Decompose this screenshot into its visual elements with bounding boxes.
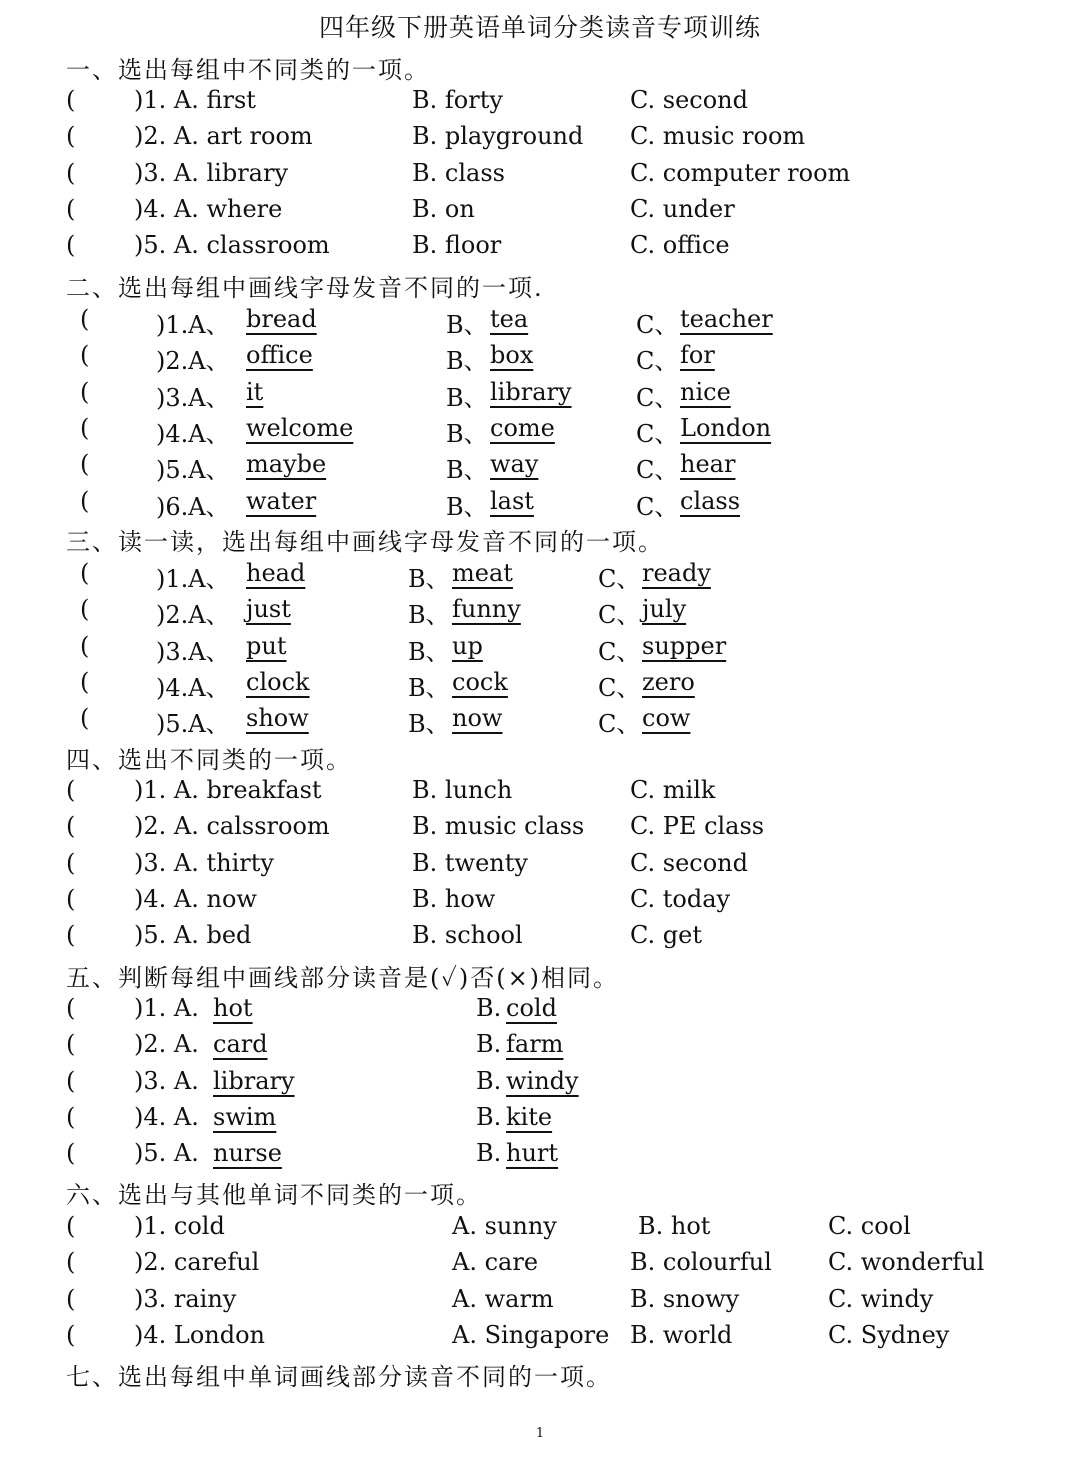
answer-blank[interactable]: ( bbox=[80, 305, 90, 333]
option-a-word-underlined: hot bbox=[213, 994, 253, 1022]
answer-blank[interactable]: ( bbox=[66, 231, 76, 260]
answer-blank[interactable]: ( bbox=[80, 486, 90, 515]
question-row bbox=[0, 159, 1080, 195]
option-b-word bbox=[452, 668, 508, 696]
option-c-word bbox=[680, 414, 771, 442]
option-c-word bbox=[642, 559, 711, 587]
option-b: B. floor bbox=[412, 231, 502, 260]
option-b-word bbox=[506, 994, 557, 1022]
question-row bbox=[0, 632, 1080, 668]
question-number: )3. A. library bbox=[134, 158, 289, 187]
answer-blank[interactable]: ( bbox=[66, 1102, 76, 1131]
option-c-word-underlined: cow bbox=[642, 704, 691, 733]
option-b-word bbox=[452, 559, 513, 587]
option-a-word bbox=[246, 305, 317, 333]
answer-blank[interactable]: ( bbox=[66, 1139, 76, 1168]
option-c: C. cool bbox=[828, 1212, 911, 1240]
option-c: C. Sydney bbox=[828, 1320, 950, 1349]
option-b-word bbox=[506, 1103, 552, 1131]
question-row bbox=[0, 195, 1080, 231]
option-c: C. wonderful bbox=[828, 1248, 985, 1277]
option-c-word-underlined: class bbox=[680, 486, 741, 515]
option-a: A. sunny bbox=[452, 1212, 557, 1240]
option-c-word-underlined: zero bbox=[642, 667, 695, 696]
option-b-label: B、 bbox=[408, 637, 450, 666]
question-row bbox=[0, 559, 1080, 595]
answer-blank[interactable]: ( bbox=[66, 848, 76, 877]
option-b-word-underlined: come bbox=[490, 413, 555, 442]
question-number: )4. London bbox=[134, 1320, 266, 1349]
option-b-word-underlined: up bbox=[452, 631, 483, 660]
answer-blank[interactable]: ( bbox=[80, 667, 90, 696]
question-row bbox=[0, 776, 1080, 812]
option-a-word-underlined: office bbox=[246, 341, 313, 370]
option-b: B. on bbox=[412, 194, 475, 223]
answer-blank[interactable]: ( bbox=[66, 1284, 76, 1313]
option-c-label: C、 bbox=[636, 492, 679, 521]
option-a-word bbox=[246, 595, 291, 623]
question-number: )2. A. calssroom bbox=[134, 812, 330, 841]
question-row bbox=[0, 812, 1080, 848]
section-heading: 一、选出每组中不同类的一项。 bbox=[66, 56, 430, 84]
question-number: )4.A、 bbox=[156, 419, 230, 448]
option-c: C. music room bbox=[630, 122, 806, 151]
option-b-label: B. bbox=[476, 1066, 502, 1095]
section-heading: 四、选出不同类的一项。 bbox=[66, 746, 352, 774]
option-c-word-underlined: hear bbox=[680, 450, 736, 479]
question-row bbox=[0, 305, 1080, 341]
question-number: )2.A、 bbox=[156, 347, 230, 376]
section-heading: 七、选出每组中单词画线部分读音不同的一项。 bbox=[66, 1363, 612, 1391]
option-a-word-underlined: put bbox=[246, 631, 287, 660]
question-number: )3.A、 bbox=[156, 637, 230, 666]
option-b-word-underlined: library bbox=[490, 377, 572, 406]
question-number: )4. A. now bbox=[134, 884, 257, 913]
answer-blank[interactable]: ( bbox=[80, 450, 90, 479]
question-row bbox=[0, 885, 1080, 921]
option-b-word-underlined: meat bbox=[452, 559, 513, 587]
option-b-label: B. bbox=[476, 1030, 502, 1059]
option-b-word bbox=[490, 450, 538, 478]
answer-blank[interactable]: ( bbox=[80, 413, 90, 442]
question-row bbox=[0, 849, 1080, 885]
option-c-word bbox=[642, 632, 726, 660]
option-a-word-underlined: maybe bbox=[246, 450, 327, 479]
option-b-word-underlined: cock bbox=[452, 667, 508, 696]
page-title: 四年级下册英语单词分类读音专项训练 bbox=[318, 13, 761, 42]
answer-blank[interactable]: ( bbox=[80, 595, 90, 624]
question-number: )4.A、 bbox=[156, 673, 230, 702]
option-c: C. today bbox=[630, 884, 731, 913]
option-a-word bbox=[246, 668, 310, 696]
question-number: )3. rainy bbox=[134, 1284, 237, 1313]
option-b: B. school bbox=[412, 921, 523, 950]
option-b-label: B、 bbox=[408, 601, 450, 630]
question-row bbox=[0, 994, 1080, 1030]
option-a-word bbox=[213, 1139, 282, 1167]
question-row bbox=[0, 1139, 1080, 1175]
option-b: B. class bbox=[412, 158, 505, 187]
question-row bbox=[0, 1103, 1080, 1139]
question-number: )5. A. bbox=[134, 1139, 199, 1168]
option-a-word bbox=[213, 994, 253, 1022]
question-row bbox=[0, 1321, 1080, 1357]
option-b-label: B、 bbox=[446, 419, 488, 448]
question-row bbox=[0, 450, 1080, 486]
option-c-label: C、 bbox=[598, 673, 641, 702]
answer-blank[interactable]: ( bbox=[66, 1030, 76, 1059]
option-c: C. windy bbox=[828, 1284, 934, 1313]
option-b-label: B、 bbox=[408, 710, 450, 739]
answer-blank[interactable]: ( bbox=[66, 1248, 76, 1277]
question-number: )2. A. bbox=[134, 1030, 199, 1059]
question-row bbox=[0, 921, 1080, 957]
option-a: A. warm bbox=[452, 1284, 554, 1313]
option-c-word bbox=[680, 378, 731, 406]
question-number: )2.A、 bbox=[156, 601, 230, 630]
option-c-label: C、 bbox=[636, 456, 679, 485]
option-b: B. how bbox=[412, 884, 496, 913]
question-number: )1.A、 bbox=[156, 565, 230, 593]
answer-blank[interactable]: ( bbox=[80, 341, 90, 370]
option-b-word bbox=[506, 1067, 579, 1095]
question-row bbox=[0, 595, 1080, 631]
question-number: )2. A. art room bbox=[134, 122, 313, 151]
answer-blank[interactable]: ( bbox=[66, 86, 76, 114]
option-c: C. under bbox=[630, 194, 735, 223]
question-number: )1. A. first bbox=[134, 86, 256, 114]
question-number: )5. A. bed bbox=[134, 921, 252, 950]
answer-blank[interactable]: ( bbox=[66, 812, 76, 841]
question-row bbox=[0, 1030, 1080, 1066]
option-a-word bbox=[246, 487, 316, 515]
option-c: C. second bbox=[630, 848, 748, 877]
option-b-word bbox=[452, 632, 483, 660]
option-a-word-underlined: show bbox=[246, 704, 309, 733]
question-row bbox=[0, 1248, 1080, 1284]
option-b: B. twenty bbox=[412, 848, 528, 877]
question-number: )1. A. bbox=[134, 994, 199, 1022]
option-c-label: C、 bbox=[598, 637, 641, 666]
option-a-word-underlined: head bbox=[246, 559, 306, 587]
option-a-word-underlined: clock bbox=[246, 667, 310, 696]
question-number: )1. cold bbox=[134, 1212, 225, 1240]
option-a-word-underlined: nurse bbox=[213, 1139, 282, 1168]
option-a-word-underlined: water bbox=[246, 486, 317, 515]
option-b: B. music class bbox=[412, 812, 585, 841]
answer-blank[interactable]: ( bbox=[80, 631, 90, 660]
option-b-label: B. bbox=[476, 994, 502, 1022]
option-a-word bbox=[246, 450, 326, 478]
option-b-word-underlined: tea bbox=[490, 305, 529, 333]
option-a-word bbox=[246, 341, 313, 369]
question-number: )2. careful bbox=[134, 1248, 260, 1277]
option-c-word-underlined: supper bbox=[642, 631, 727, 660]
option-a: A. care bbox=[452, 1248, 539, 1277]
option-c: C. milk bbox=[630, 776, 716, 804]
option-b-word-underlined: windy bbox=[506, 1066, 579, 1095]
section-heading: 二、选出每组中画线字母发音不同的一项. bbox=[66, 274, 544, 302]
option-b-label: B、 bbox=[408, 565, 450, 593]
question-row bbox=[0, 341, 1080, 377]
option-a-word bbox=[246, 414, 353, 442]
option-b-label: B、 bbox=[446, 383, 488, 412]
option-a-word-underlined: just bbox=[246, 595, 291, 624]
option-c: C. computer room bbox=[630, 158, 851, 187]
section-heading: 三、读一读，选出每组中画线字母发音不同的一项。 bbox=[66, 528, 664, 556]
answer-blank[interactable]: ( bbox=[80, 377, 90, 406]
option-b-word-underlined: funny bbox=[452, 595, 521, 624]
question-number: )5.A、 bbox=[156, 456, 230, 485]
option-a-word bbox=[213, 1030, 268, 1058]
option-b-label: B、 bbox=[446, 492, 488, 521]
page-number: 1 bbox=[535, 1426, 545, 1441]
option-b-label: B、 bbox=[446, 347, 488, 376]
answer-blank[interactable]: ( bbox=[66, 776, 76, 804]
option-c-word-underlined: ready bbox=[642, 559, 711, 587]
answer-blank[interactable]: ( bbox=[66, 921, 76, 950]
option-a: A. Singapore bbox=[452, 1320, 610, 1349]
option-b: B. playground bbox=[412, 122, 584, 151]
question-row bbox=[0, 414, 1080, 450]
question-number: )3.A、 bbox=[156, 383, 230, 412]
question-row bbox=[0, 668, 1080, 704]
option-b-word bbox=[490, 378, 572, 406]
option-c: C. office bbox=[630, 231, 730, 260]
question-row bbox=[0, 487, 1080, 523]
answer-blank[interactable]: ( bbox=[80, 704, 90, 733]
option-c-word bbox=[642, 668, 695, 696]
answer-blank[interactable]: ( bbox=[66, 1320, 76, 1349]
option-b-label: B、 bbox=[446, 311, 488, 339]
question-row bbox=[0, 704, 1080, 740]
option-a-word bbox=[246, 378, 263, 406]
option-c-word-underlined: for bbox=[680, 341, 715, 370]
question-number: )4. A. bbox=[134, 1102, 199, 1131]
option-b-word-underlined: way bbox=[490, 450, 539, 479]
question-row bbox=[0, 378, 1080, 414]
question-number: )4. A. where bbox=[134, 194, 283, 223]
option-c: C. PE class bbox=[630, 812, 765, 841]
option-c-word-underlined: London bbox=[680, 413, 772, 442]
option-a-word bbox=[246, 704, 309, 732]
option-b-word bbox=[490, 341, 533, 369]
option-b-label: B、 bbox=[408, 673, 450, 702]
option-b-label: B. bbox=[476, 1139, 502, 1168]
option-b-word bbox=[452, 704, 502, 732]
option-a-word-underlined: swim bbox=[213, 1102, 277, 1131]
option-c-word bbox=[680, 450, 735, 478]
section-heading: 六、选出与其他单词不同类的一项。 bbox=[66, 1181, 482, 1209]
option-b: B. hot bbox=[638, 1212, 711, 1240]
option-a-word-underlined: welcome bbox=[246, 413, 354, 442]
option-b-word-underlined: cold bbox=[506, 994, 557, 1022]
question-number: )1.A、 bbox=[156, 311, 230, 339]
option-b-word-underlined: now bbox=[452, 704, 503, 733]
option-c-label: C、 bbox=[598, 601, 641, 630]
option-b-word-underlined: farm bbox=[506, 1030, 564, 1059]
answer-blank[interactable]: ( bbox=[66, 194, 76, 223]
option-c-label: C、 bbox=[636, 311, 679, 339]
option-a-word-underlined: library bbox=[213, 1066, 295, 1095]
option-b-word bbox=[506, 1030, 563, 1058]
question-number: )5.A、 bbox=[156, 710, 230, 739]
option-b: B. world bbox=[630, 1320, 733, 1349]
question-number: )5. A. classroom bbox=[134, 231, 330, 260]
option-a-word bbox=[213, 1067, 295, 1095]
option-b: B. lunch bbox=[412, 776, 513, 804]
option-b-label: B. bbox=[476, 1102, 502, 1131]
answer-blank[interactable]: ( bbox=[66, 884, 76, 913]
option-c-word bbox=[642, 704, 690, 732]
question-number: )1. A. breakfast bbox=[134, 776, 322, 804]
option-b-word bbox=[490, 305, 528, 333]
answer-blank[interactable]: ( bbox=[66, 994, 76, 1022]
option-c-label: C、 bbox=[636, 419, 679, 448]
option-b: B. forty bbox=[412, 86, 503, 114]
question-row bbox=[0, 1285, 1080, 1321]
option-a-word bbox=[246, 559, 305, 587]
section-heading: 五、判断每组中画线部分读音是(✓)否(×)相同。 bbox=[66, 964, 620, 992]
option-c-word-underlined: nice bbox=[680, 377, 731, 406]
option-c: C. get bbox=[630, 921, 702, 950]
option-b-word-underlined: kite bbox=[506, 1102, 553, 1131]
option-b-word bbox=[490, 487, 534, 515]
option-a-word bbox=[213, 1103, 276, 1131]
question-row bbox=[0, 122, 1080, 158]
option-c-label: C、 bbox=[636, 347, 679, 376]
option-b-word-underlined: last bbox=[490, 486, 534, 515]
question-number: )3. A. bbox=[134, 1066, 199, 1095]
question-number: )6.A、 bbox=[156, 492, 230, 521]
answer-blank[interactable]: ( bbox=[66, 1066, 76, 1095]
option-a-word bbox=[246, 632, 286, 660]
option-c-word-underlined: july bbox=[642, 595, 687, 624]
question-row bbox=[0, 231, 1080, 267]
answer-blank[interactable]: ( bbox=[66, 1212, 76, 1240]
question-row bbox=[0, 86, 1080, 122]
option-c-word bbox=[680, 341, 715, 369]
option-b-word-underlined: box bbox=[490, 341, 534, 370]
option-a-word-underlined: card bbox=[213, 1030, 268, 1059]
option-b-word bbox=[490, 414, 555, 442]
option-c-word bbox=[680, 487, 740, 515]
question-number: )3. A. thirty bbox=[134, 848, 274, 877]
option-b: B. snowy bbox=[630, 1284, 740, 1313]
option-a-word-underlined: bread bbox=[246, 305, 317, 333]
option-c-label: C、 bbox=[636, 383, 679, 412]
option-c-word bbox=[680, 305, 773, 333]
option-c-label: C、 bbox=[598, 565, 641, 593]
answer-blank[interactable]: ( bbox=[66, 122, 76, 151]
answer-blank[interactable]: ( bbox=[80, 559, 90, 587]
question-row bbox=[0, 1212, 1080, 1248]
option-b-word bbox=[506, 1139, 558, 1167]
option-b: B. colourful bbox=[630, 1248, 772, 1277]
question-row bbox=[0, 1067, 1080, 1103]
answer-blank[interactable]: ( bbox=[66, 158, 76, 187]
option-a-word-underlined: it bbox=[246, 377, 264, 406]
option-c-label: C、 bbox=[598, 710, 641, 739]
option-b-label: B、 bbox=[446, 456, 488, 485]
option-c: C. second bbox=[630, 86, 748, 114]
option-b-word bbox=[452, 595, 521, 623]
option-b-word-underlined: hurt bbox=[506, 1139, 559, 1168]
option-c-word bbox=[642, 595, 686, 623]
option-c-word-underlined: teacher bbox=[680, 305, 773, 333]
